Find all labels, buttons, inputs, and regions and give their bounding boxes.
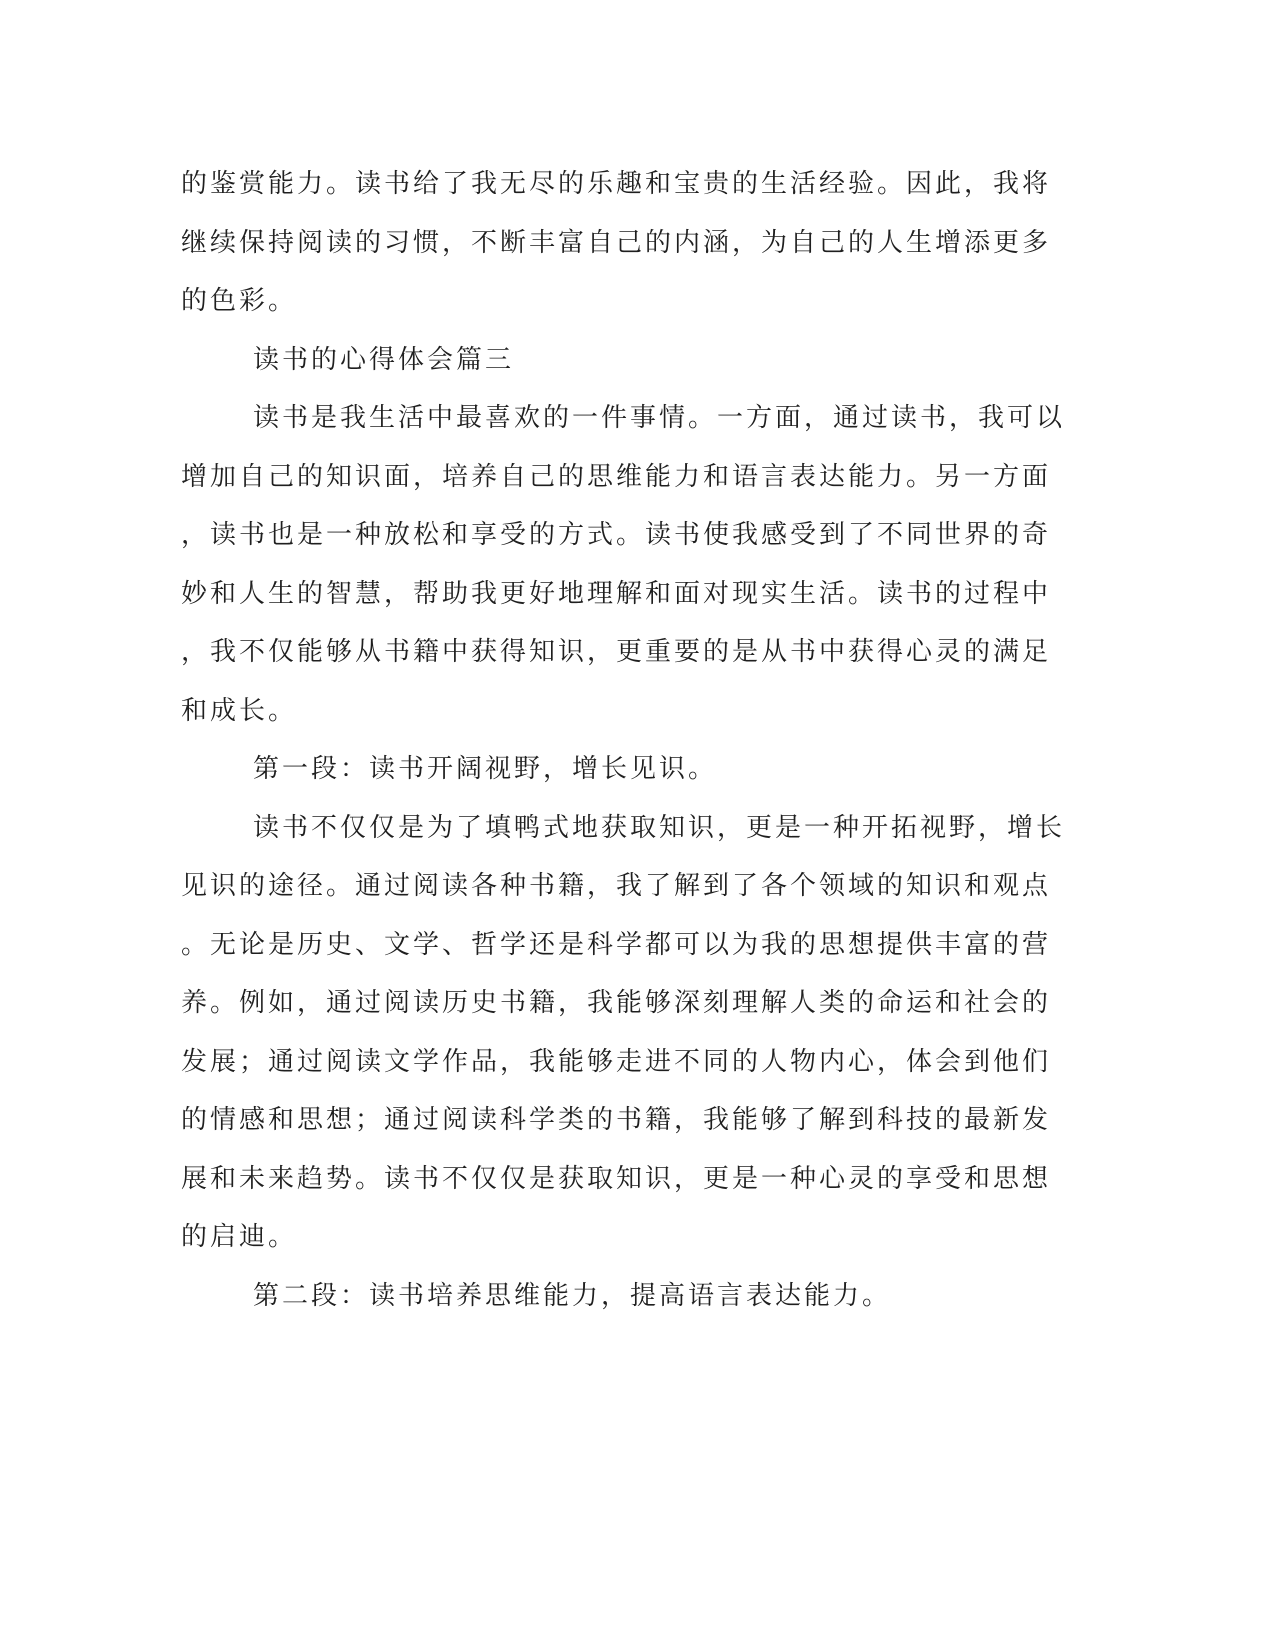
- text-line-15: 养。例如，通过阅读历史书籍，我能够深刻理解人类的命运和社会的: [181, 988, 1052, 1018]
- text-line-17: 的情感和思想；通过阅读科学类的书籍，我能够了解到科技的最新发: [181, 1105, 1052, 1135]
- text-line-7: ，读书也是一种放松和享受的方式。读书使我感受到了不同世界的奇: [181, 520, 1052, 550]
- section-heading: 读书的心得体会篇三: [253, 344, 515, 375]
- text-line-18: 展和未来趋势。读书不仅仅是获取知识，更是一种心灵的享受和思想: [181, 1163, 1052, 1194]
- text-line-8: 妙和人生的智慧，帮助我更好地理解和面对现实生活。读书的过程中: [181, 578, 1052, 609]
- text-line-13: 见识的途径。通过阅读各种书籍，我了解到了各个领域的知识和观点: [181, 871, 1052, 901]
- text-line-3: 的色彩。: [181, 286, 298, 316]
- text-line-1: 的鉴赏能力。读书给了我无尽的乐趣和宝贵的生活经验。因此，我将: [181, 169, 1052, 199]
- paragraph-heading-2: 第二段：读书培养思维能力，提高语言表达能力。: [253, 1280, 892, 1311]
- text-line-5: 读书是我生活中最喜欢的一件事情。一方面，通过读书，我可以: [253, 403, 1066, 433]
- text-line-16: 发展；通过阅读文学作品，我能够走进不同的人物内心，体会到他们: [181, 1046, 1052, 1077]
- text-line-14: 。无论是历史、文学、哲学还是科学都可以为我的思想提供丰富的营: [181, 929, 1052, 960]
- paragraph-heading-1: 第一段：读书开阔视野，增长见识。: [253, 754, 718, 784]
- text-line-9: ，我不仅能够从书籍中获得知识，更重要的是从书中获得心灵的满足: [181, 637, 1052, 667]
- document-body: [181, 155, 1066, 1325]
- text-line-12: 读书不仅仅是为了填鸭式地获取知识，更是一种开拓视野，增长: [253, 812, 1066, 843]
- text-line-19: 的启迪。: [181, 1222, 298, 1252]
- text-line-6: 增加自己的知识面，培养自己的思维能力和语言表达能力。另一方面: [181, 461, 1052, 492]
- text-line-2: 继续保持阅读的习惯，不断丰富自己的内涵，为自己的人生增添更多: [181, 227, 1052, 258]
- text-line-10: 和成长。: [181, 695, 298, 726]
